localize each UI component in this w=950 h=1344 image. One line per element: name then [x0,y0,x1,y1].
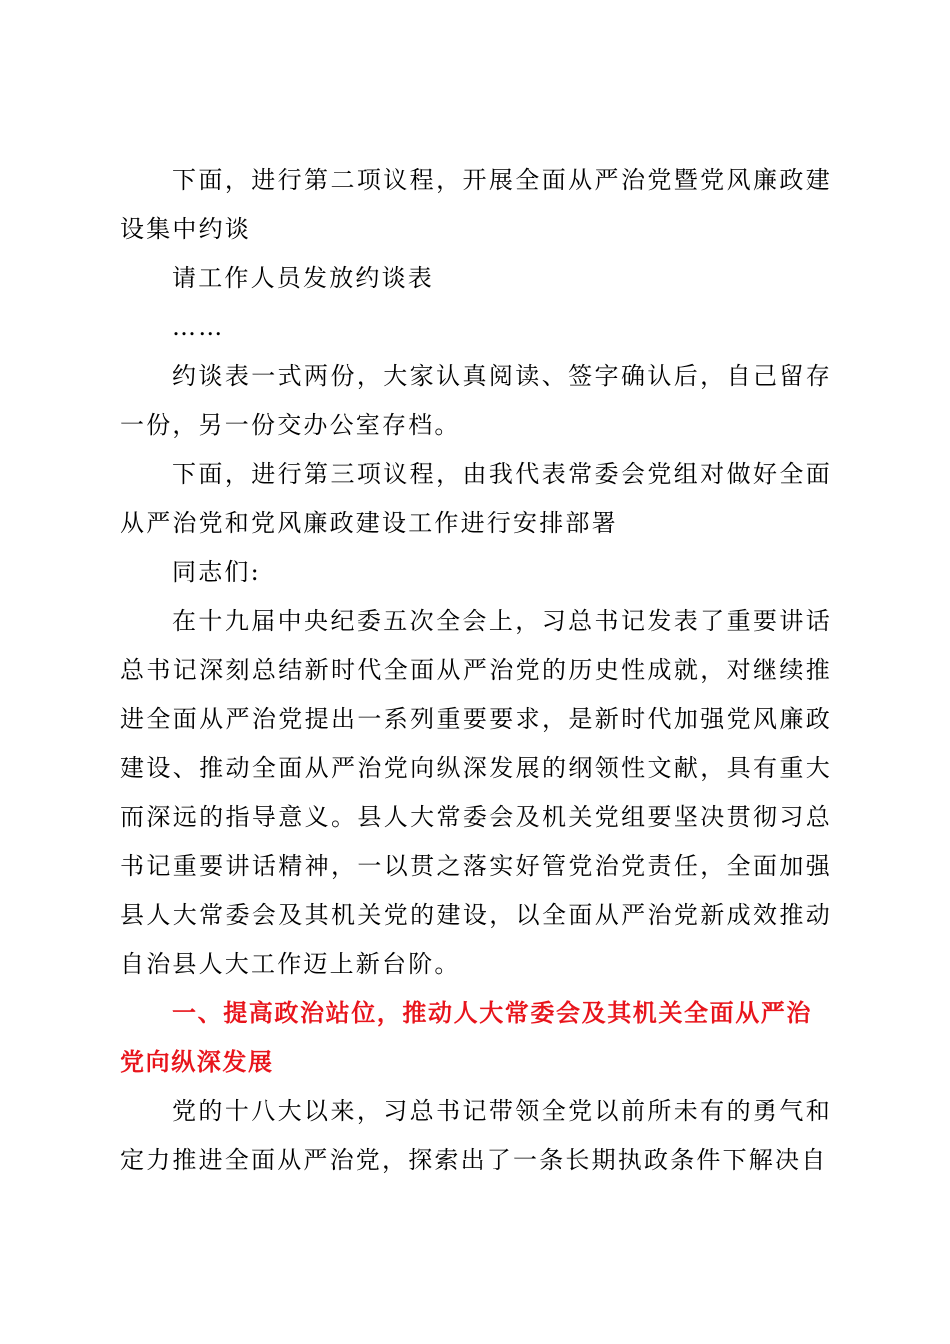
paragraph-section-body: 党的十八大以来，习总书记带领全党以前所未有的勇气和定力推进全面从严治党，探索出了一条长期执政条件下解决自 [120,1097,832,1174]
paragraph-ellipsis: …… [172,313,225,341]
document-page [120,156,832,1185]
paragraph-agenda-two: 下面，进行第二项议程，开展全面从严治党暨党风廉政建设集中约谈 [120,166,832,243]
paragraph-agenda-three: 下面，进行第三项议程，由我代表常委会党组对做好全面从严治党和党风廉政建设工作进行安排部署 [120,460,832,537]
section-heading: 一、提高政治站位，推动人大常委会及其机关全面从严治党向纵深发展 [120,999,812,1076]
paragraph-distribute-forms: 请工作人员发放约谈表 [172,264,434,292]
paragraph-salutation: 同志们: [172,558,261,586]
paragraph-speech-body: 在十九届中央纪委五次全会上，习总书记发表了重要讲话总书记深刻总结新时代全面从严治党的历史性成就，对继续推进全面从严治党提出一系列重要要求，是新时代加强党风廉政建设、推动全面从严治党向纵深发展的纲领性文献，具有重大而深远的指导意义。县人大常委会及机关党组要坚决贯彻习总书记重要讲话精神，一以贯之落实好管党治党责任，全面加强县人大常委会及其机关党的建设，以全面从严治党新成效推动自治县人大工作迈上新台阶。 [120,607,832,978]
paragraph-forms-instructions: 约谈表一式两份，大家认真阅读、签字确认后，自己留存一份，另一份交办公室存档。 [120,362,832,439]
